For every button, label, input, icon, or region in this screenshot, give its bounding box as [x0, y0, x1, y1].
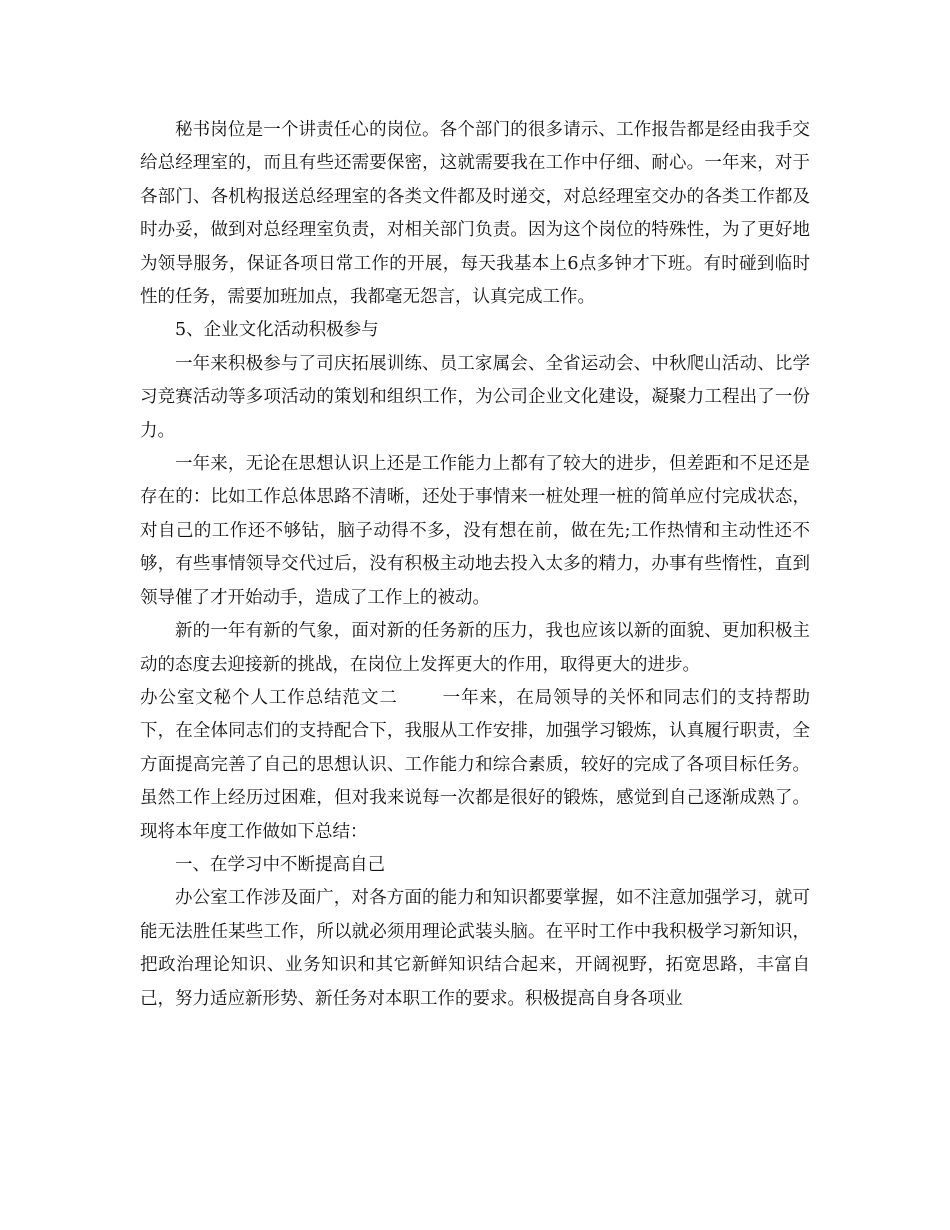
heading-study: 一、在学习中不断提高自己: [175, 854, 385, 875]
section-title: 办公室文秘个人工作总结范文二: [140, 687, 398, 708]
section-intro: 一年来，在局领导的关怀和同志们的支持帮助下，在全体同志们的支持配合下，我服从工作安排，加强学习锻炼，认真履行职责，全方面提高完善了自己的思想认识、工作能力和综合素质，较好的完成了各项目标任务。虽然工作上经历过困难，但对我来说每一次都是很好的锻炼，感觉到自己逐渐成熟了。现将本年度工作做如下总结：: [140, 687, 810, 842]
paragraph-section-two: [140, 682, 810, 849]
paragraph-study: 办公室工作涉及面广，对各方面的能力和知识都要掌握，如不注意加强学习，就可能无法胜任某些工作，所以就必须用理论武装头脑。在平时工作中我积极学习新知识，把政治理论知识、业务知识和其它新鲜知识结合起来，开阔视野，拓宽思路，丰富自己，努力适应新形势、新任务对本职工作的要求。积极提高自身各项业: [140, 888, 810, 1009]
document-body: [140, 114, 810, 1016]
paragraph-shortcomings: 一年来，无论在思想认识上还是工作能力上都有了较大的进步，但差距和不足还是存在的：比如工作总体思路不清晰，还处于事情来一桩处理一桩的简单应付完成状态，对自己的工作还不够钻，脑子动得不多，没有想在前，做在先;工作热情和主动性还不够，有些事情领导交代过后，没有积极主动地去投入太多的精力，办事有些惰性，直到领导催了才开始动手，造成了工作上的被动。: [140, 454, 810, 608]
paragraph-activities: 一年来积极参与了司庆拓展训练、员工家属会、全省运动会、中秋爬山活动、比学习竞赛活动等多项活动的策划和组织工作，为公司企业文化建设，凝聚力工程出了一份力。: [140, 353, 810, 441]
paragraph-duty: 秘书岗位是一个讲责任心的岗位。各个部门的很多请示、工作报告都是经由我手交给总经理室的，而且有些还需要保密，这就需要我在工作中仔细、耐心。一年来，对于各部门、各机构报送总经理室的各类文件都及时递交，对总经理室交办的各类工作都及时办妥，做到对总经理室负责，对相关部门负责。因为这个岗位的特殊性，为了更好地为领导服务，保证各项日常工作的开展，每天我基本上6点多钟才下班。有时碰到临时性的任务，需要加班加点，我都毫无怨言，认真完成工作。: [140, 120, 810, 308]
heading-culture-activities: 5、企业文化活动积极参与: [175, 320, 379, 341]
paragraph-new-year: 新的一年有新的气象，面对新的任务新的压力，我也应该以新的面貌、更加积极主动的态度去迎接新的挑战，在岗位上发挥更大的作用，取得更大的进步。: [140, 621, 810, 675]
